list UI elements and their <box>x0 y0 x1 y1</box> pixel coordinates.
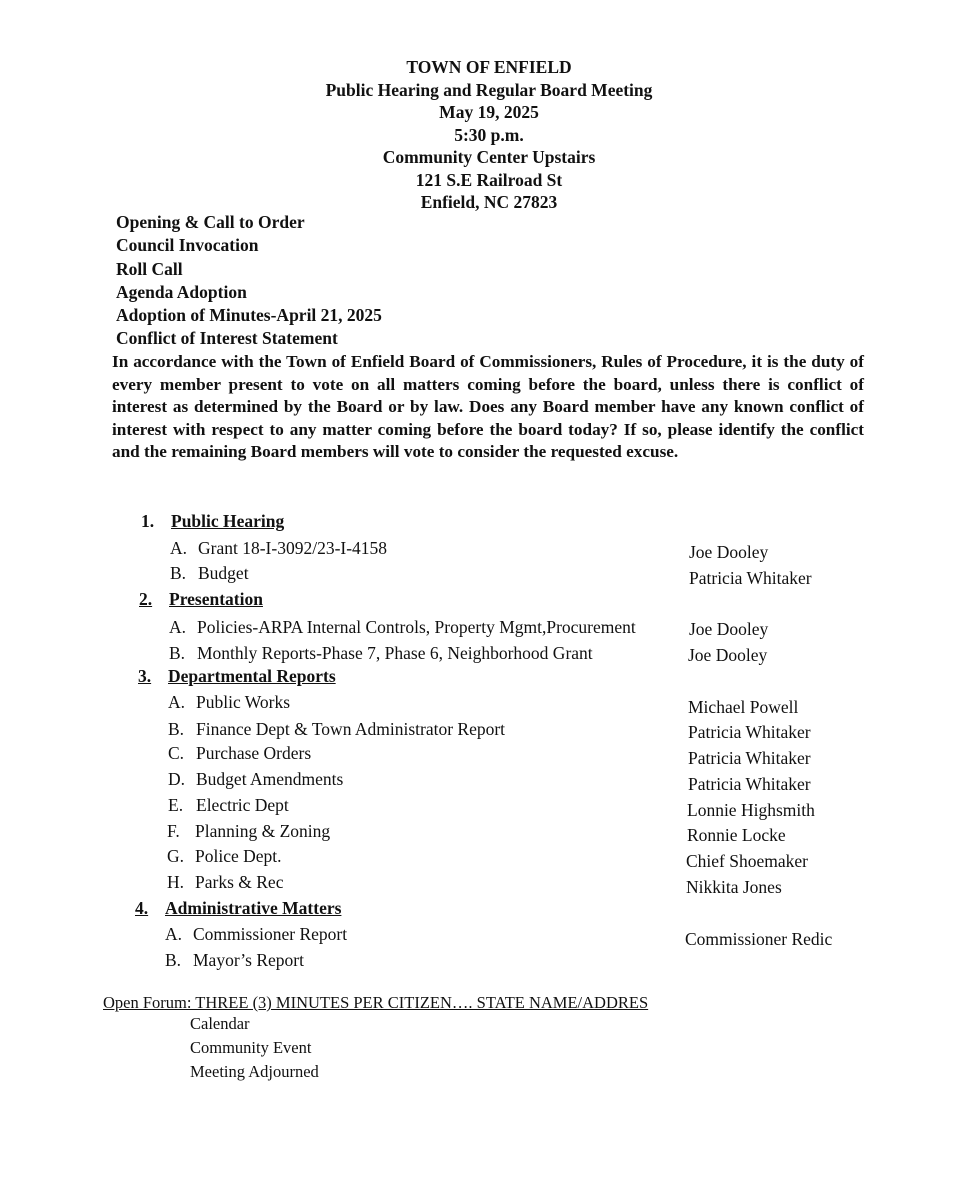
item-presenter: Patricia Whitaker <box>688 748 811 768</box>
open-forum-heading: Open Forum: THREE (3) MINUTES PER CITIZEN…. STATE NAME/ADDRES <box>103 993 649 1012</box>
item-text: Public Works <box>196 692 291 712</box>
section-heading-administrative-matters <box>135 898 341 919</box>
item-text: Parks & Rec <box>195 872 284 892</box>
section-heading-presentation <box>139 589 263 610</box>
item-presenter: Joe Dooley <box>689 542 769 562</box>
opening-items <box>116 211 382 351</box>
agenda-item <box>167 846 282 867</box>
opening-item: Conflict of Interest Statement <box>116 328 338 349</box>
section-title: Administrative Matters <box>165 898 342 918</box>
item-text: Budget Amendments <box>196 769 344 789</box>
item-text: Finance Dept & Town Administrator Report <box>196 719 506 739</box>
item-letter: B. <box>168 719 185 739</box>
venue-street: 121 S.E Railroad St <box>415 169 563 190</box>
meeting-time: 5:30 p.m. <box>454 124 524 145</box>
item-letter: G. <box>167 846 185 866</box>
closing-item: Meeting Adjourned <box>190 1062 319 1081</box>
opening-item: Agenda Adoption <box>116 281 247 302</box>
opening-item: Council Invocation <box>116 235 259 256</box>
item-text: Mayor’s Report <box>193 950 304 970</box>
agenda-item <box>168 692 290 713</box>
agenda-item <box>170 563 249 584</box>
item-letter: D. <box>168 769 186 789</box>
agenda-item <box>167 872 283 893</box>
item-text: Grant 18-I-3092/23-I-4158 <box>198 538 388 558</box>
item-text: Policies-ARPA Internal Controls, Property Mgmt,Procurement <box>197 617 636 637</box>
item-letter: C. <box>168 743 185 763</box>
section-title: Departmental Reports <box>168 666 336 686</box>
opening-item: Roll Call <box>116 258 183 279</box>
item-presenter: Commissioner Redic <box>685 929 833 949</box>
venue-city: Enfield, NC 27823 <box>420 192 558 212</box>
meeting-venue: Community Center Upstairs <box>382 147 596 167</box>
meeting-title: Public Hearing and Regular Board Meeting <box>325 79 653 100</box>
item-presenter: Ronnie Locke <box>687 825 786 845</box>
item-presenter: Nikkita Jones <box>686 877 782 897</box>
item-text: Purchase Orders <box>196 743 312 763</box>
agenda-item <box>169 643 593 664</box>
item-text: Planning & Zoning <box>195 821 331 841</box>
meeting-date: May 19, 2025 <box>439 102 539 122</box>
item-presenter: Joe Dooley <box>688 645 768 665</box>
item-letter: A. <box>169 617 187 637</box>
item-letter: B. <box>165 950 182 970</box>
conflict-statement: In accordance with the Town of Enfield Board of Commissioners, Rules of Procedure, it is the duty of every member present to vote on all matters coming before the board, unless there is conflict of interest as determined by the Board or by law. Does any Board member have any known conflict of interest with respect to any matter coming before the board today? If so, please identify the conflict and the remaining Board members will vote to consider the requested excuse. <box>112 352 864 462</box>
agenda-item <box>168 769 343 790</box>
item-text: Commissioner Report <box>193 924 348 944</box>
opening-item: Adoption of Minutes-April 21, 2025 <box>116 305 382 326</box>
item-letter: A. <box>165 924 183 944</box>
item-letter: B. <box>169 643 186 663</box>
section-number: 2. <box>139 589 153 609</box>
agenda-item <box>165 924 347 945</box>
item-letter: B. <box>170 563 187 583</box>
item-presenter: Michael Powell <box>688 697 799 717</box>
agenda-item <box>170 538 387 559</box>
item-letter: A. <box>170 538 188 558</box>
closing-item: Calendar <box>190 1014 250 1033</box>
agenda-item <box>167 821 330 842</box>
item-letter: H. <box>167 872 185 892</box>
section-title: Public Hearing <box>171 511 285 531</box>
item-text: Budget <box>198 563 249 583</box>
agenda-item <box>168 795 289 816</box>
item-text: Monthly Reports-Phase 7, Phase 6, Neighborhood Grant <box>197 643 593 663</box>
item-presenter: Patricia Whitaker <box>688 722 811 742</box>
item-letter: E. <box>168 795 184 815</box>
agenda-item <box>165 950 304 971</box>
item-presenter: Joe Dooley <box>689 619 769 639</box>
closing-item: Community Event <box>190 1038 312 1057</box>
section-heading-departmental-reports <box>138 666 336 687</box>
section-number: 4. <box>135 898 149 918</box>
opening-item: Opening & Call to Order <box>116 212 305 232</box>
item-presenter: Patricia Whitaker <box>689 568 812 588</box>
item-text: Electric Dept <box>196 795 289 815</box>
item-presenter: Lonnie Highsmith <box>687 800 815 820</box>
agenda-item <box>169 617 636 638</box>
item-letter: F. <box>167 821 180 841</box>
section-number: 3. <box>138 666 152 686</box>
item-text: Police Dept. <box>195 846 282 866</box>
section-number: 1. <box>141 511 155 531</box>
item-presenter: Chief Shoemaker <box>686 851 808 871</box>
item-letter: A. <box>168 692 186 712</box>
town-name: TOWN OF ENFIELD <box>406 57 572 77</box>
agenda-item <box>168 743 311 764</box>
document-header <box>0 56 978 214</box>
item-presenter: Patricia Whitaker <box>688 774 811 794</box>
agenda-item <box>168 719 505 740</box>
section-title: Presentation <box>169 589 263 609</box>
section-heading-public-hearing <box>141 511 284 532</box>
